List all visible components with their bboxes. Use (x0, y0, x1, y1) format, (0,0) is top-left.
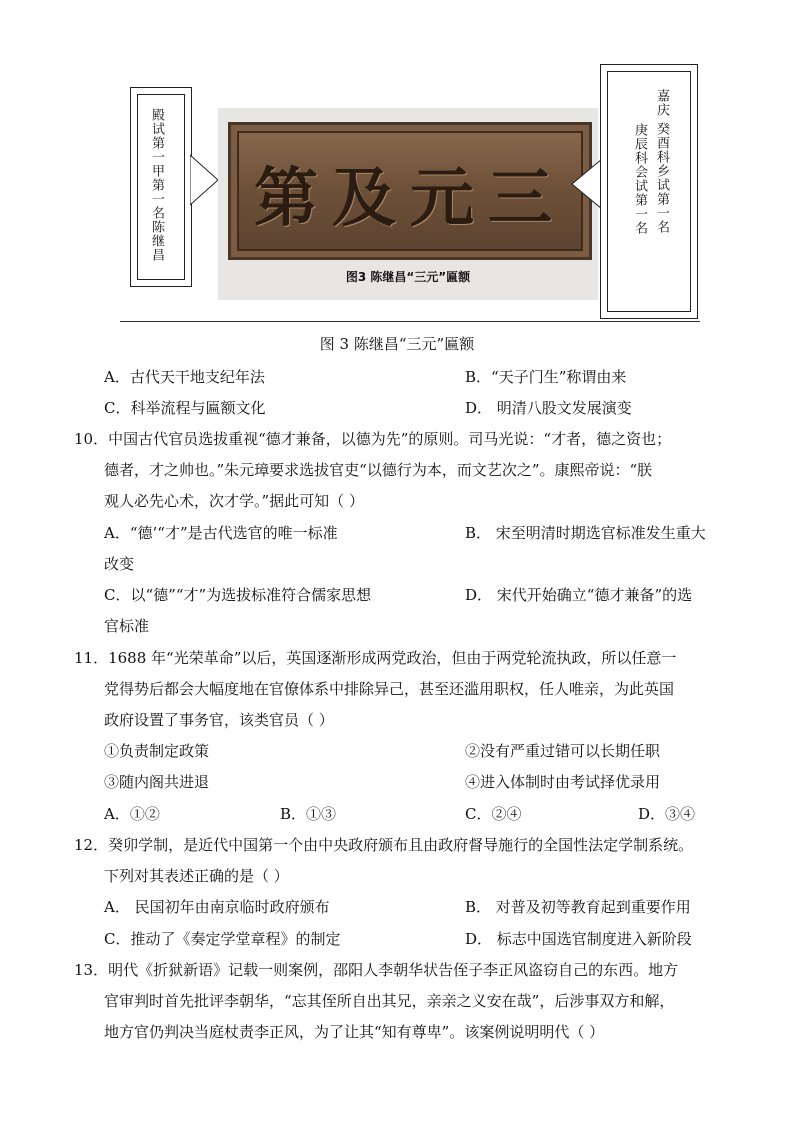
q9-option-d: D． 明清八股文发展演变 (465, 399, 632, 417)
q10-option-b-continued: 改变 (104, 555, 135, 573)
plaque-board (228, 122, 592, 260)
q12-stem-line-1: 12．癸卯学制，是近代中国第一个由中央政府颁布且由政府督导施行的全国性法定学制系统。 (74, 836, 694, 854)
right-annotation-inner-border (607, 71, 691, 312)
q12-option-a: A． 民国初年由南京临时政府颁布 (104, 898, 330, 916)
left-annotation-box (130, 87, 192, 287)
q11-statement-3: ③随内阁共进退 (104, 773, 210, 791)
plaque-characters: 第及元三 (254, 161, 566, 236)
q11-statement-4: ④进入体制时由考试择优录用 (465, 773, 661, 791)
q10-stem-line-1: 10．中国古代官员选拔重视“德才兼备，以德为先”的原则。司马光说：“才者，德之资也； (74, 430, 672, 448)
q11-option-b: B．①③ (280, 805, 337, 823)
q11-option-a: A．①② (104, 805, 160, 823)
q11-statement-1: ①负责制定政策 (104, 742, 210, 760)
q10-option-c: C．以“德”“才”为选拔标准符合儒家思想 (104, 586, 372, 604)
q12-option-d: D． 标志中国选官制度进入新阶段 (465, 930, 692, 948)
plaque-photo (218, 108, 598, 300)
q10-stem-line-3: 观人必先心术，次才学。”据此可知（ ） (104, 492, 364, 510)
q11-stem-line-1: 11．1688 年“光荣革命”以后，英国逐渐形成两党政治，但由于两党轮流执政，所以任意一 (74, 649, 677, 667)
q13-stem-line-3: 地方官仍判决当庭杖责李正风，为了让其“知有尊卑”。该案例说明明代（ ） (104, 1023, 605, 1041)
q11-option-d: D．③④ (638, 805, 696, 823)
q10-stem-line-2: 德者，才之帅也。”朱元璋要求选拔官吏“以德行为本，而文艺次之”。康熙帝说：“朕 (104, 461, 653, 479)
q13-stem-line-2: 官审判时首先批评李朝华，“忘其侄所自出其兄，亲亲之义安在哉”，后涉事双方和解， (104, 992, 675, 1010)
right-annotation-box (600, 64, 698, 319)
q9-option-b: B．“天子门生”称谓由来 (465, 368, 627, 386)
q11-stem-line-3: 政府设置了事务官，该类官员（ ） (104, 711, 334, 729)
q9-option-a: A．古代天干地支纪年法 (104, 368, 265, 386)
right-annotation-text-2: 庚辰科会试第一名 (632, 123, 647, 235)
right-annotation-text-1: 嘉庆 癸酉科乡试第一名 (654, 89, 669, 235)
right-arrow-icon (564, 154, 604, 214)
left-annotation-text: 殿试第一甲第一名陈继昌 (149, 108, 164, 262)
figure-bottom-rule (120, 321, 700, 322)
q12-option-b: B． 对普及初等教育起到重要作用 (465, 898, 691, 916)
plaque-photo-caption: 图3 陈继昌“三元”匾额 (345, 270, 471, 284)
q13-stem-line-1: 13．明代《折狱新语》记载一则案例，邵阳人李朝华状告侄子李正风盗窃自己的东西。地方 (74, 961, 679, 979)
figure-caption: 图 3 陈继昌“三元”匾额 (319, 335, 475, 353)
q10-option-a: A．“德’“才”是古代选官的唯一标准 (104, 524, 338, 542)
q11-statement-2: ②没有严重过错可以长期任职 (465, 742, 661, 760)
q9-option-c: C．科举流程与匾额文化 (104, 399, 266, 417)
q10-option-d-continued: 官标准 (104, 617, 150, 635)
q12-option-c: C．推动了《奏定学堂章程》的制定 (104, 930, 341, 948)
q10-option-b: B． 宋至明清时期选官标准发生重大 (465, 524, 706, 542)
q10-option-d: D． 宋代开始确立“德才兼备”的选 (465, 586, 693, 604)
q12-stem-line-2: 下列对其表述正确的是（ ） (104, 867, 289, 885)
q11-option-c: C．②④ (465, 805, 522, 823)
q11-stem-line-2: 党得势后都会大幅度地在官僚体系中排除异己，甚至还滥用职权，任人唯亲，为此英国 (104, 680, 675, 698)
